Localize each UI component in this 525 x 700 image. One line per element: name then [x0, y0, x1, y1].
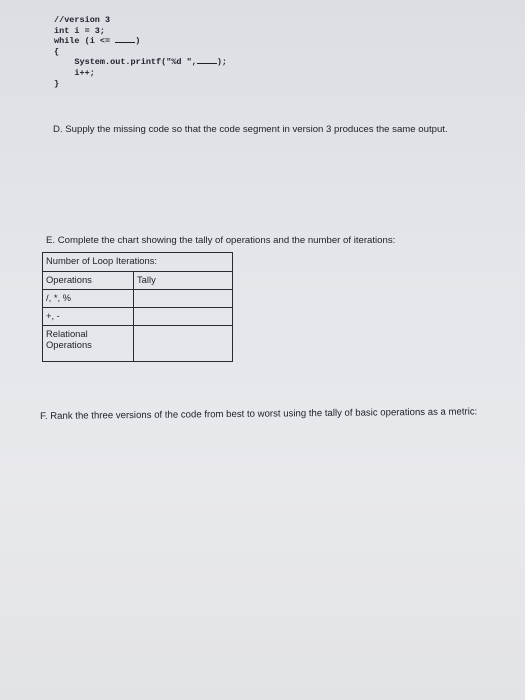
code-increment: i++; — [74, 67, 95, 78]
question-e: E. Complete the chart showing the tally of operations and the number of iterations: — [46, 235, 396, 246]
row-label-relational: Relational Operations — [43, 326, 134, 362]
code-segment-version-3 — [54, 15, 227, 89]
code-while-suffix: ) — [135, 36, 141, 47]
code-printf-prefix: System.out.printf("%d ", — [74, 57, 197, 68]
code-open-brace: { — [54, 46, 60, 57]
row-label-additive: +, - — [43, 308, 134, 326]
blank-line-condition — [115, 42, 135, 43]
column-header-tally: Tally — [134, 272, 233, 290]
row-label-multiplicative: /, *, % — [43, 290, 134, 308]
column-header-operations: Operations — [43, 272, 134, 290]
code-close-brace: } — [54, 78, 60, 89]
tally-cell-multiplicative[interactable] — [134, 290, 233, 308]
table-header-iterations: Number of Loop Iterations: — [43, 253, 233, 272]
code-declaration: int i = 3; — [54, 25, 106, 36]
tally-table — [42, 252, 233, 362]
code-while-prefix: while (i <= — [54, 36, 111, 47]
tally-cell-relational[interactable] — [134, 326, 233, 362]
blank-line-printf — [197, 63, 217, 64]
question-f: F. Rank the three versions of the code from best to worst using the tally of basic operations as a metric: — [40, 406, 478, 422]
code-comment: //version 3 — [54, 15, 111, 25]
tally-cell-additive[interactable] — [134, 308, 233, 326]
code-printf-suffix: ); — [216, 57, 228, 68]
question-d: D. Supply the missing code so that the code segment in version 3 produces the same output. — [53, 124, 448, 135]
